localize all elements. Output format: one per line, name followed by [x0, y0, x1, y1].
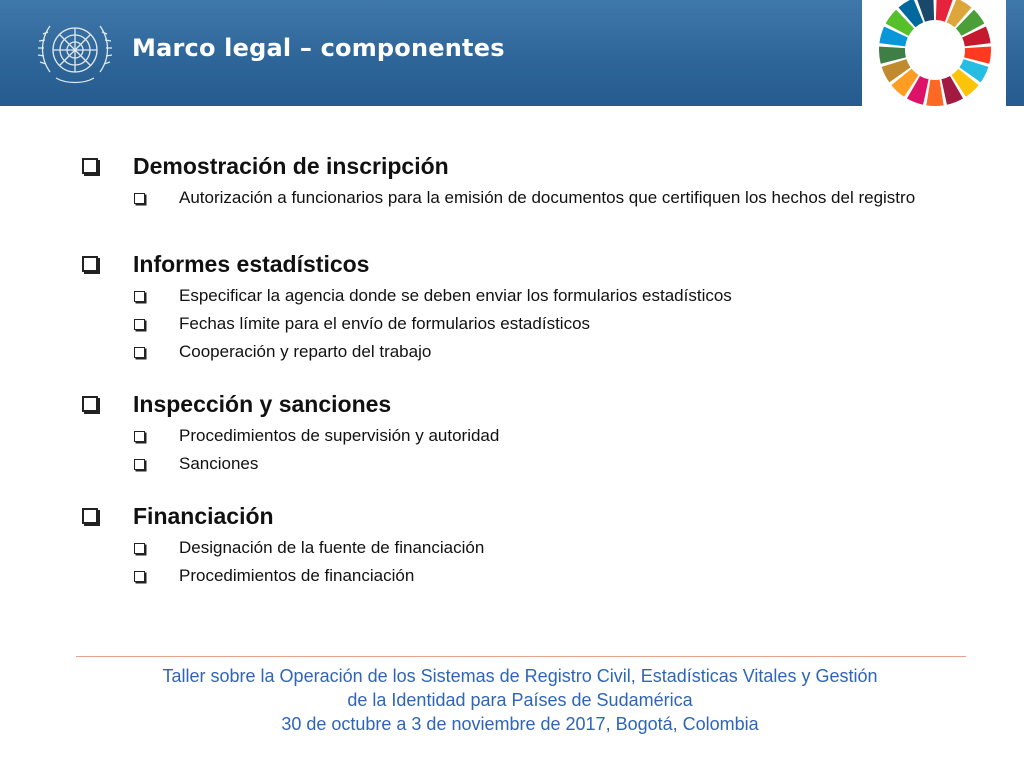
- slide-content: [80, 150, 960, 612]
- checkbox-bullet-icon: [134, 319, 145, 330]
- checkbox-bullet-icon: [134, 347, 145, 358]
- list-item: Cooperación y reparto del trabajo: [134, 340, 960, 364]
- checkbox-bullet-icon: [134, 193, 145, 204]
- list-item: Especificar la agencia donde se deben enviar los formularios estadísticos: [134, 284, 960, 308]
- checkbox-bullet-icon: [134, 543, 145, 554]
- section-title: Financiación: [133, 502, 274, 529]
- footer-line: Taller sobre la Operación de los Sistemas de Registro Civil, Estadísticas Vitales y Gestión: [162, 666, 878, 686]
- checkbox-bullet-icon: [82, 256, 98, 272]
- slide-header: [0, 0, 1024, 106]
- un-emblem-icon: [32, 14, 118, 90]
- slide-footer: [0, 664, 1024, 736]
- section-informes: [80, 248, 960, 364]
- section-inspeccion: [80, 388, 960, 476]
- footer-line: de la Identidad para Países de Sudamérica: [347, 690, 693, 710]
- checkbox-bullet-icon: [82, 396, 98, 412]
- sdg-wheel-segment: [926, 80, 943, 106]
- checkbox-bullet-icon: [134, 459, 145, 470]
- footer-line: 30 de octubre a 3 de noviembre de 2017, Bogotá, Colombia: [281, 714, 759, 734]
- list-item: Sanciones: [134, 452, 960, 476]
- sdg-logo-box: [862, 0, 1006, 106]
- section-demostracion: [80, 150, 960, 210]
- checkbox-bullet-icon: [82, 508, 98, 524]
- list-item: Procedimientos de supervisión y autoridad: [134, 424, 960, 448]
- list-item: Procedimientos de financiación: [134, 564, 960, 588]
- checkbox-bullet-icon: [134, 571, 145, 582]
- checkbox-bullet-icon: [134, 291, 145, 302]
- checkbox-bullet-icon: [82, 158, 98, 174]
- section-financiacion: [80, 500, 960, 588]
- list-item: Autorización a funcionarios para la emisión de documentos que certifiquen los hechos del registro: [134, 186, 960, 210]
- sdg-wheel-icon: [876, 0, 994, 106]
- slide-title: Marco legal – componentes: [132, 34, 505, 62]
- section-title: Inspección y sanciones: [133, 390, 392, 417]
- section-title: Demostración de inscripción: [133, 152, 449, 179]
- checkbox-bullet-icon: [134, 431, 145, 442]
- section-title: Informes estadísticos: [133, 250, 370, 277]
- footer-divider: [76, 656, 966, 657]
- list-item: Fechas límite para el envío de formularios estadísticos: [134, 312, 960, 336]
- list-item: Designación de la fuente de financiación: [134, 536, 960, 560]
